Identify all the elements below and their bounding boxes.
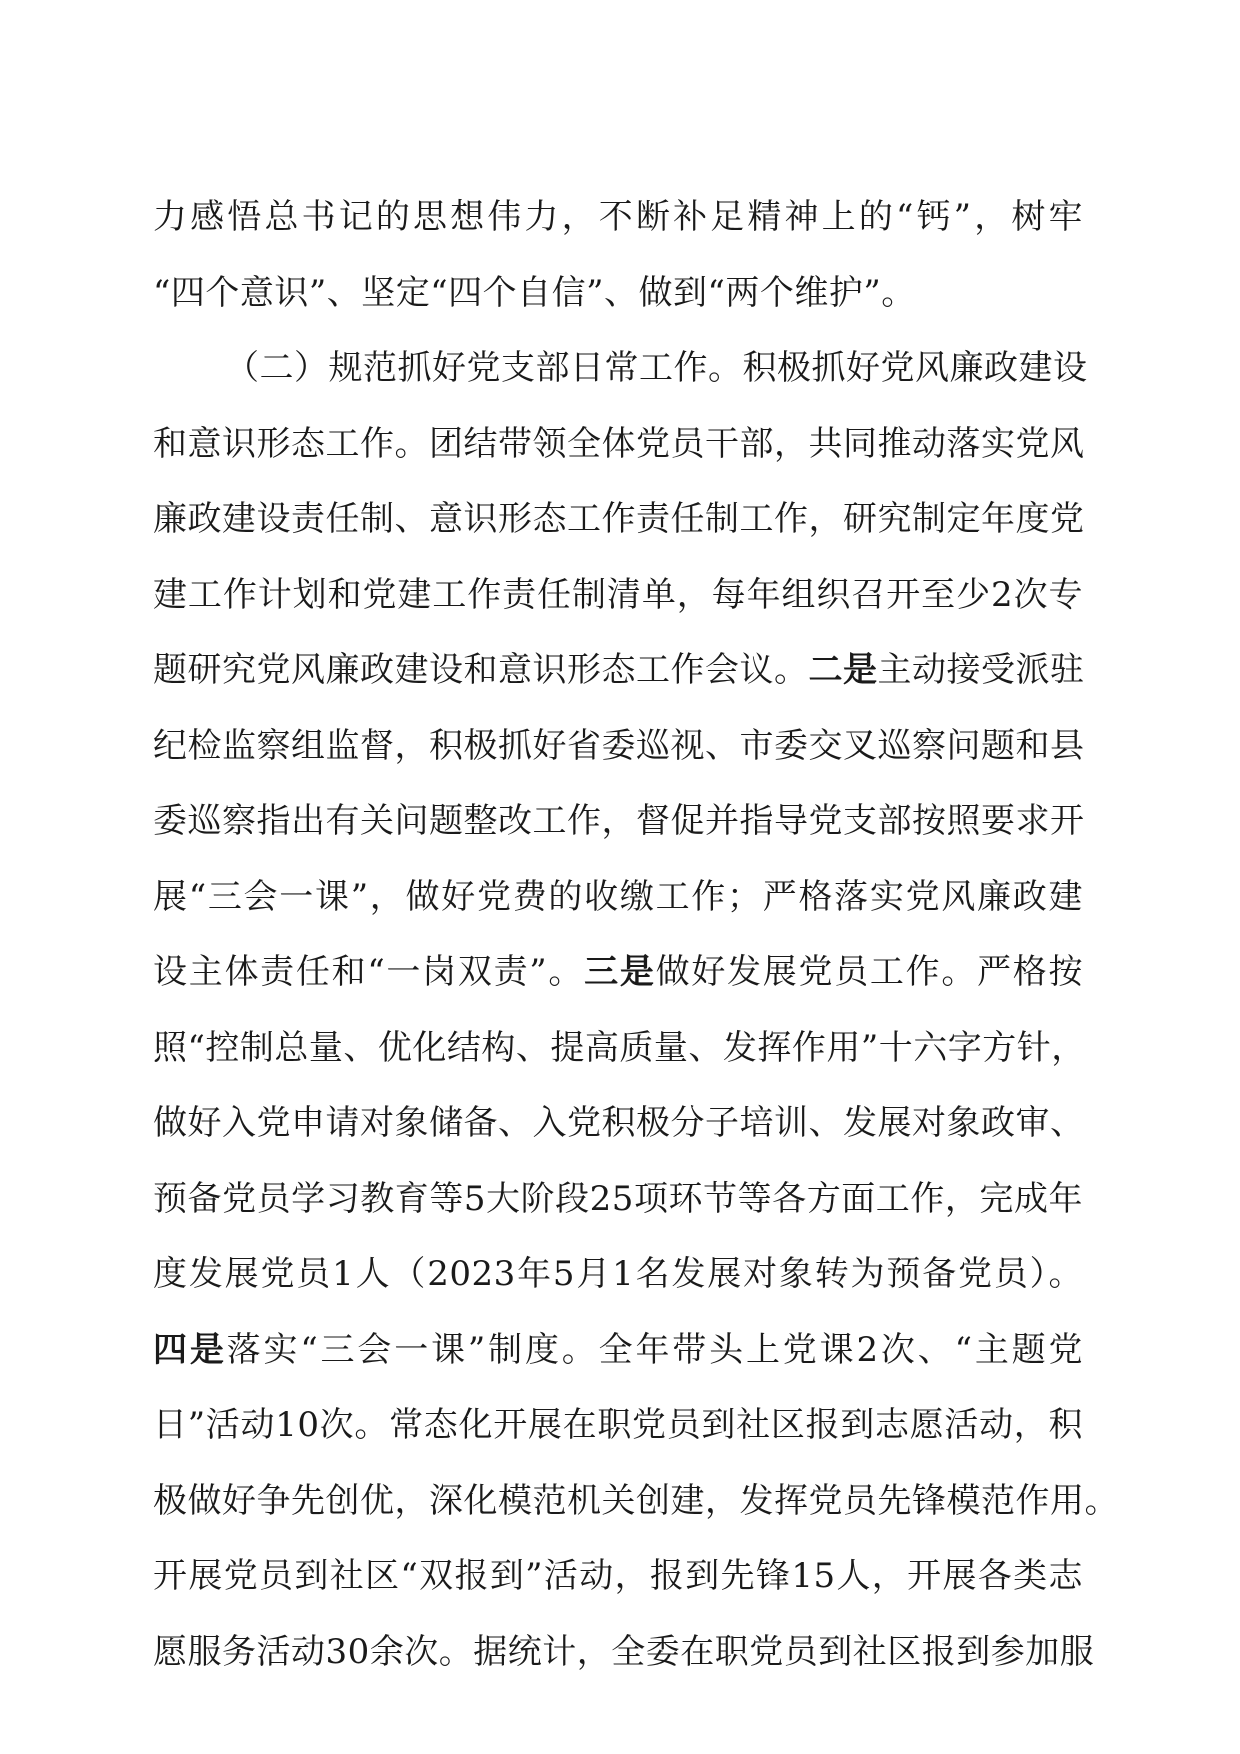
text-line: 照“控制总量、优化结构、提高质量、发挥作用”十六字方针， xyxy=(153,1027,1086,1068)
text-line: 极做好争先创优，深化模范机关创建，发挥党员先锋模范作用。 xyxy=(153,1480,1119,1521)
text-line: 力感悟总书记的思想伟力，不断补足精神上的“钙”，树牢 xyxy=(153,197,1083,237)
text-line: 设主体责任和“一岗双责”。三是做好发展党员工作。严格按 xyxy=(153,952,1084,992)
text-line: 廉政建设责任制、意识形态工作责任制工作，研究制定年度党 xyxy=(153,499,1085,539)
text-line: 日”活动10次。常态化开展在职党员到社区报到志愿活动，积 xyxy=(153,1405,1083,1445)
body-text xyxy=(153,180,1119,1690)
text-line: 愿服务活动30余次。据统计，全委在职党员到社区报到参加服 xyxy=(153,1631,1095,1672)
section-heading-line: （二）规范抓好党支部日常工作。积极抓好党风廉政建设 xyxy=(225,348,1088,388)
text-line: 展“三会一课”，做好党费的收缴工作；严格落实党风廉政建 xyxy=(153,876,1083,917)
text-line: 建工作计划和党建工作责任制清单，每年组织召开至少2次专 xyxy=(153,574,1083,615)
text-line: 题研究党风廉政建设和意识形态工作会议。二是主动接受派驻 xyxy=(153,650,1085,690)
text-line: 开展党员到社区“双报到”活动，报到先锋15人，开展各类志 xyxy=(153,1556,1083,1596)
text-line: “四个意识”、坚定“四个自信”、做到“两个维护”。 xyxy=(153,272,916,313)
text-line: 度发展党员1人（2023年5月1名发展对象转为预备党员）。 xyxy=(153,1254,1083,1294)
text-line: 做好入党申请对象储备、入党积极分子培训、发展对象政审、 xyxy=(153,1103,1085,1143)
text-line: 和意识形态工作。团结带领全体党员干部，共同推动落实党风 xyxy=(153,423,1085,464)
bold-marker: 二是 xyxy=(808,650,878,690)
text-line: 四是落实“三会一课”制度。全年带头上党课2次、“主题党 xyxy=(153,1329,1083,1370)
text-line: 预备党员学习教育等5大阶段25项环节等各方面工作，完成年 xyxy=(153,1178,1083,1219)
text-line: 纪检监察组监督，积极抓好省委巡视、市委交叉巡察问题和县 xyxy=(153,725,1085,766)
bold-marker: 三是 xyxy=(584,952,656,992)
bold-marker: 四是 xyxy=(153,1329,227,1370)
text-line: 委巡察指出有关问题整改工作，督促并指导党支部按照要求开 xyxy=(153,801,1085,841)
